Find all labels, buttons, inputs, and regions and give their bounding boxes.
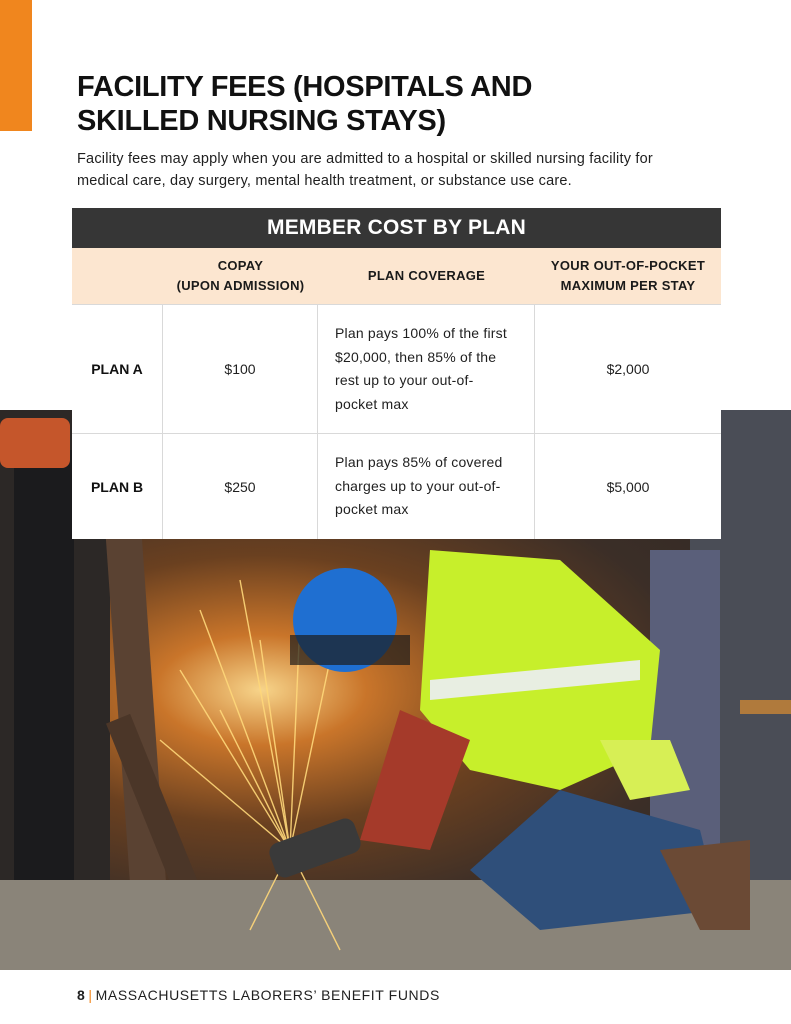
table-row	[72, 304, 721, 433]
table-row	[72, 433, 721, 539]
intro-line-2: medical care, day surgery, mental health treatment, or substance use care.	[77, 173, 572, 189]
coverage-line: Plan pays 100% of the first	[335, 325, 507, 341]
page-number: 8	[77, 987, 86, 1003]
plan-name: PLAN B	[72, 434, 163, 539]
coverage-line: $20,000, then 85% of the	[335, 348, 497, 365]
orange-clamp	[0, 418, 70, 468]
page-title	[77, 70, 597, 138]
header-copay-line-1: COPAY	[217, 258, 264, 273]
coverage-line: pocket max	[335, 501, 409, 518]
page-title-line-2: SKILLED NURSING STAYS)	[77, 105, 446, 137]
copay-value: $100	[163, 305, 318, 433]
intro-line-1: Facility fees may apply when you are admitted to a hospital or skilled nursing facility for	[77, 151, 653, 167]
oop-max-value: $2,000	[606, 361, 650, 377]
header-oop-max	[535, 248, 721, 304]
header-plan	[72, 248, 163, 304]
header-coverage: PLAN COVERAGE	[367, 268, 486, 283]
page-title-line-1: FACILITY FEES (HOSPITALS AND	[77, 71, 533, 103]
wood-beam-right	[740, 700, 791, 714]
page-footer	[77, 987, 440, 1003]
member-cost-table	[72, 208, 721, 539]
coverage-description	[318, 305, 535, 433]
column-header-row	[72, 248, 721, 304]
footer-separator: |	[88, 987, 93, 1003]
header-copay-line-2: (UPON ADMISSION)	[176, 278, 305, 293]
coverage-line: pocket max	[335, 395, 409, 412]
table-heading: MEMBER COST BY PLAN	[72, 208, 721, 248]
header-oop-line-2: MAXIMUM PER STAY	[560, 278, 696, 293]
coverage-line: charges up to your out-of-	[335, 477, 501, 494]
oop-max-value: $5,000	[606, 478, 650, 495]
copay-value: $250	[163, 434, 318, 539]
plan-name: PLAN A	[72, 305, 163, 433]
header-oop-line-1: YOUR OUT-OF-POCKET	[550, 258, 706, 273]
header-copay	[163, 248, 318, 304]
orange-accent-bar	[0, 0, 32, 131]
face-shield	[290, 635, 410, 665]
coverage-line: rest up to your out-of-	[335, 372, 474, 388]
coverage-line: Plan pays 85% of covered	[335, 454, 503, 471]
coverage-description	[318, 434, 535, 539]
footer-label: MASSACHUSETTS LABORERS’ BENEFIT FUNDS	[95, 987, 440, 1003]
intro-paragraph	[77, 148, 737, 192]
